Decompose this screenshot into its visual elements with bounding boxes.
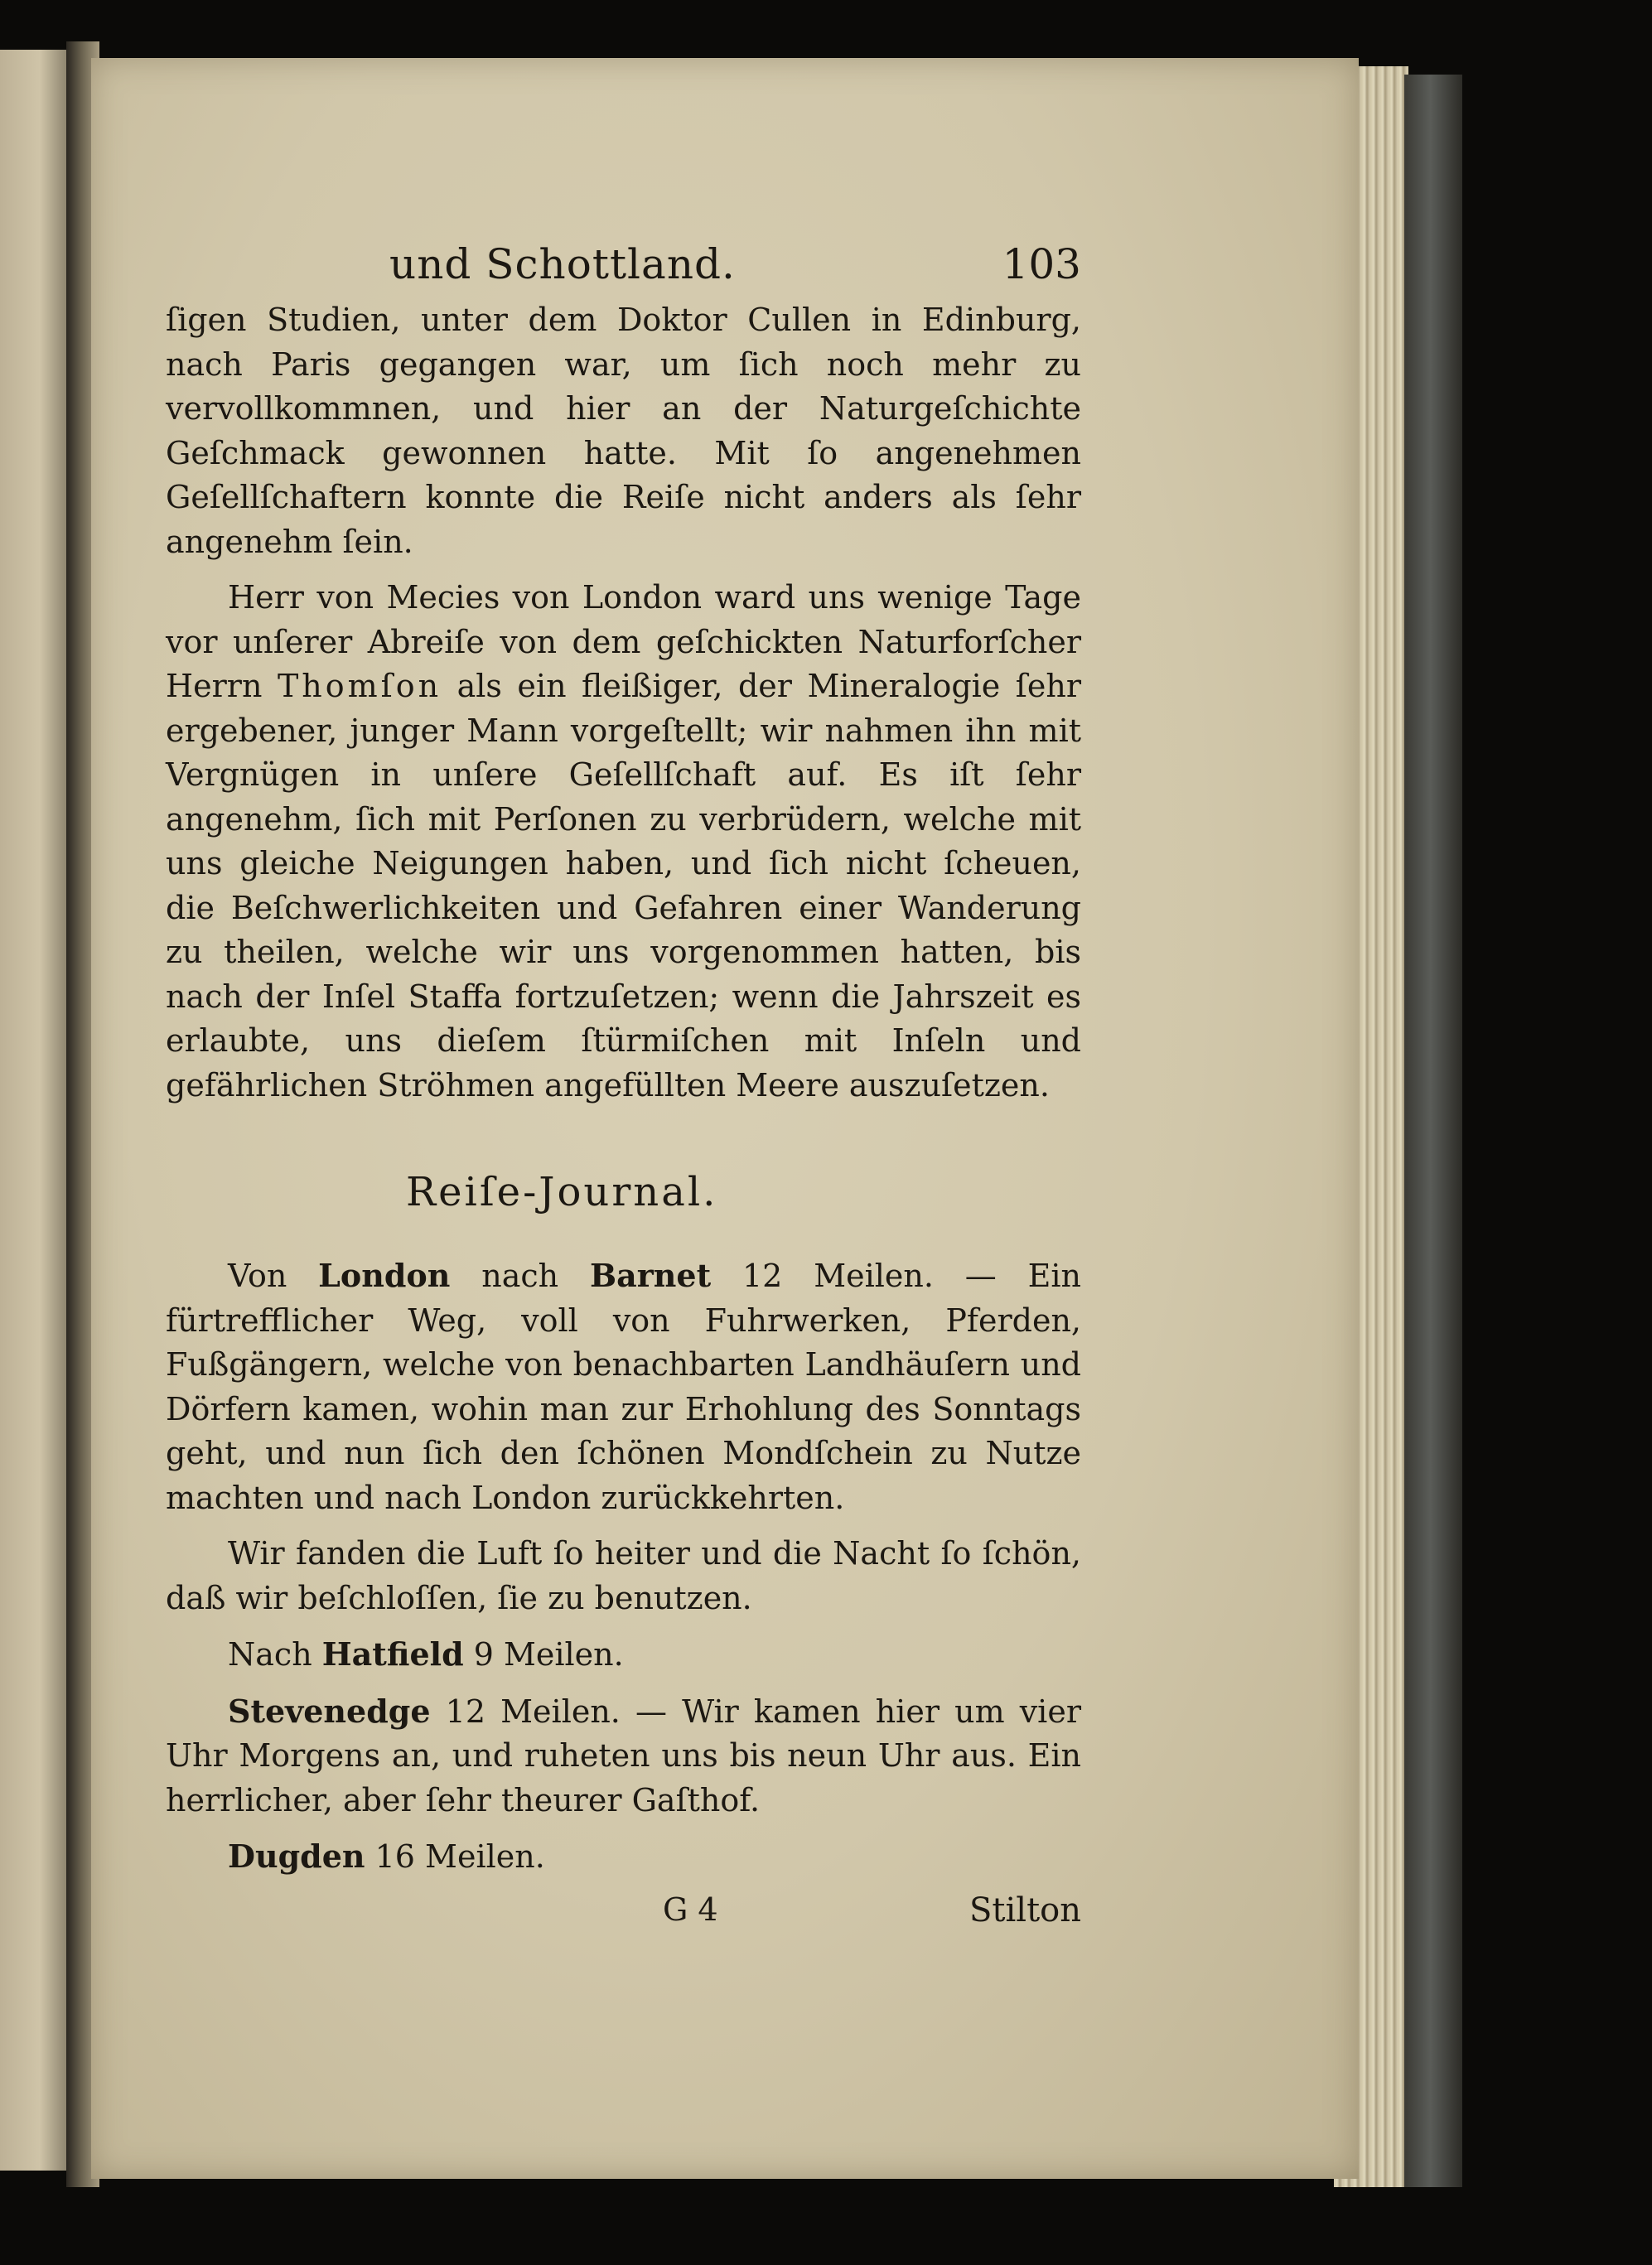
entry-1-lead: Von [228, 1258, 319, 1294]
book-cover-board [1404, 75, 1462, 2187]
section-heading: Reiſe-Journal. [406, 1169, 718, 1215]
paragraph-1: ſigen Studien, unter dem Doktor Cullen in Edinburg, nach Paris gegangen war, um ſich noch mehr zu vervollkommnen, und hier an der Naturgeſchichte Geſchmack gewonnen hatte. Mit ſo angenehmen Geſellſchaftern konnte die Reiſe nicht anders als ſehr angenehm ſein. [166, 302, 1081, 560]
paragraph-2 [166, 576, 1081, 1108]
place-name: Stevenedge [228, 1692, 431, 1730]
journal-entry-3 [166, 1632, 1081, 1678]
page-footer [166, 1883, 1081, 1949]
signature-mark: G 4 [663, 1891, 718, 1928]
running-head: und Schottland. [389, 240, 736, 288]
text-block [166, 207, 1081, 1949]
paragraph-2-text-a: Herr von Mecies von London ward uns wenige Tage vor unſerer Abreiſe von dem geſchickten Naturforſcher Herrn [166, 579, 1081, 704]
journal-entry-5 [166, 1834, 1081, 1880]
journal-entry-1 [166, 1253, 1081, 1520]
journal-entry-2: Wir fanden die Luft ſo heiter und die Nacht ſo ſchön, daß wir beſchloſſen, ſie zu benutzen. [166, 1535, 1081, 1616]
entry-3-lead: Nach [228, 1636, 322, 1673]
journal-entry-4 [166, 1689, 1081, 1823]
book-page [91, 58, 1359, 2179]
page-header [166, 207, 1081, 298]
previous-page-edge [0, 50, 71, 2171]
page-number: 103 [1002, 240, 1081, 288]
paragraph-2-text-b: als ein fleißiger, der Mineralogie ſehr ergebener, junger Mann vorgeſtellt; wir nahmen ihn mit Vergnügen in unſere Geſellſchaft auf. Es iſt ſehr angenehm, ſich mit Perſonen zu verbrüdern, welche mit uns gleiche Neigungen haben, und ſich nicht ſcheuen, die Beſchwerlichkeiten und Gefahren einer Wanderung zu theilen, welche wir uns vorgenommen hatten, bis nach der Inſel Staffa fortzuſetzen; wenn die Jahrszeit es erlaubte, uns dieſem ſtürmiſchen mit Inſeln und gefährlichen Ströhmen angefüllten Meere auszuſetzen. [166, 668, 1081, 1104]
place-name: Barnet [590, 1257, 712, 1294]
entry-1-mid: nach [450, 1258, 591, 1294]
entry-1-text: 12 Meilen. — Ein fürtrefflicher Weg, voll von Fuhrwerken, Pferden, Fußgängern, welche von benachbarten Landhäuſern und Dörfern kamen, wohin man zur Erhohlung des Sonntags geht, und nun ſich den ſchönen Mondſchein zu Nutze machten und nach London zurückkehrten. [166, 1258, 1082, 1516]
place-name: London [318, 1257, 451, 1294]
entry-4-text: 12 Meilen. — Wir kamen hier um vier Uhr Morgens an, und ruheten uns bis neun Uhr aus. Ein herrlicher, aber ſehr theurer Gaſthof. [166, 1693, 1081, 1818]
place-name: Hatfield [321, 1635, 464, 1673]
person-name: Thomſon [277, 668, 442, 704]
entry-5-text: 16 Meilen. [365, 1838, 545, 1875]
entry-3-text: 9 Meilen. [463, 1636, 624, 1673]
catchword: Stilton [969, 1891, 1081, 1929]
place-name: Dugden [228, 1838, 365, 1875]
